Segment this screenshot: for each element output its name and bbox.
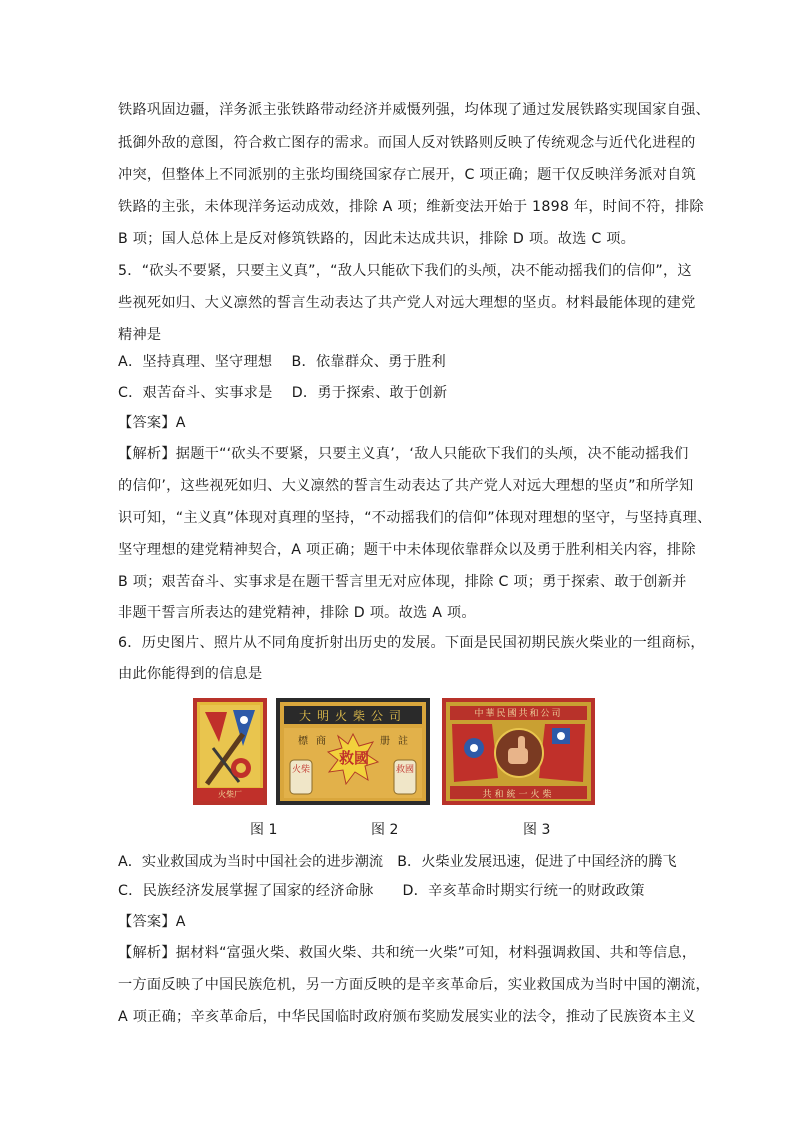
answer-label: 【答案】A [118,415,186,431]
answer-label: 【答案】A [118,914,186,930]
text-line: 的信仰’，这些视死如归、大义凛然的誓言生动表达了共产党人对远大理想的坚贞”和所学知 [118,478,694,494]
figure-1-text: 火柴厂 [218,790,242,799]
text-line: 坚守理想的建党精神契合，A 项正确；题干中未体现依靠群众以及勇于胜利相关内容，排除 [118,542,696,558]
figure-2-left-text: 標商 [298,736,334,747]
text-line: 由此你能得到的信息是 [118,666,263,682]
text-line: 铁路巩固边疆，洋务派主张铁路带动经济并威慑列强，均体现了通过发展铁路实现国家自强、 [118,102,710,118]
figure-2-side-left: 火柴 [292,765,311,775]
text-line: 抵御外敌的意图，符合救亡图存的需求。而国人反对铁路则反映了传统观念与近代化进程的 [118,135,696,151]
figure-2-matchbox-label [276,698,430,805]
text-line: B 项；国人总体上是反对修筑铁路的，因此未达成共识，排除 D 项。故选 C 项。 [118,231,636,247]
analysis-line: 【解析】据材料“富强火柴、救国火柴、共和统一火柴”可知，材料强调救国、共和等信息， [118,945,697,961]
text-line: 铁路的主张，未体现洋务运动成效，排除 A 项；维新变法开始于 1898 年，时间不符，排除 [118,199,704,215]
figure-3-matchbox-label [442,698,595,805]
question-5-stem: 5．“砍头不要紧，只要主义真”，“敌人只能砍下我们的头颅，决不能动摇我们的信仰”，这 [118,263,692,279]
options-ab: A．坚持真理、坚守理想 B．依靠群众、勇于胜利 [118,354,446,370]
text-line: 些视死如归、大义凛然的誓言生动表达了共产党人对远大理想的坚贞。材料最能体现的建党 [118,295,696,311]
options-cd: C．民族经济发展掌握了国家的经济命脉 D．辛亥革命时期实行统一的财政政策 [118,883,645,899]
figure-1-caption: 图 1 [250,822,278,838]
analysis-line: 【解析】据题干“‘砍头不要紧，只要主义真’，‘敌人只能砍下我们的头颅，决不能动摇我们 [118,446,689,462]
options-cd: C．艰苦奋斗、实事求是 D．勇于探索、敢于创新 [118,385,448,401]
figure-3-bottom-text: 共和統一火柴 [482,790,555,800]
text-line: 冲突，但整体上不同派别的主张均围绕国家存亡展开，C 项正确；题干仅反映洋务派对自筑 [118,167,696,183]
text-line: B 项；艰苦奋斗、实事求是在题干誓言里无对应体现，排除 C 项；勇于探索、敢于创新并 [118,574,687,590]
text-line: 一方面反映了中国民族危机，另一方面反映的是辛亥革命后，实业救国成为当时中国的潮流， [118,977,710,993]
figure-2-right-text: 册註 [380,736,416,747]
text-line: 非题干誓言所表达的建党精神，排除 D 项。故选 A 项。 [118,605,476,621]
text-line: A 项正确；辛亥革命后，中华民国临时政府颁布奖励发展实业的法令，推动了民族资本主义 [118,1009,696,1025]
figure-2-side-right: 救國 [396,765,415,775]
text-line: 识可知，“主义真”体现对真理的坚持，“不动摇我们的信仰”体现对理想的坚守，与坚持真理、 [118,510,712,526]
figure-1-matchbox-label [193,698,267,805]
options-ab: A．实业救国成为当时中国社会的进步潮流 B．火柴业发展迅速，促进了中国经济的腾飞 [118,854,677,870]
figure-2-title: 大明火柴公司 [298,709,407,723]
figure-3-caption: 图 3 [523,822,551,838]
figure-3-title: 中華民國共和公司 [474,709,563,719]
question-6-stem: 6．历史图片、照片从不同角度折射出历史的发展。下面是民国初期民族火柴业的一组商标， [118,635,705,651]
figure-2-caption: 图 2 [371,822,399,838]
text-line: 精神是 [118,327,162,343]
figure-2-center-text: 救國 [338,749,369,767]
